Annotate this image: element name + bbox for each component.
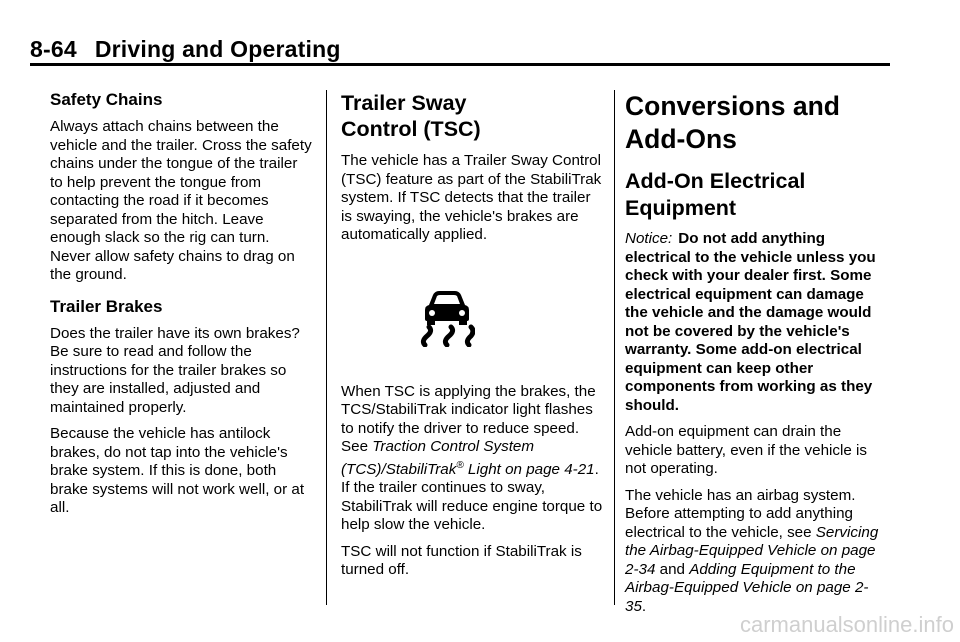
- paragraph-tsc-1: The vehicle has a Trailer Sway Control (TSC) feature as part of the StabiliTrak system. If TSC detects that the trailer is swaying, the vehicle's brakes are automatically applied.: [341, 152, 602, 243]
- paragraph-drain: Add-on equipment can drain the vehicle battery, even if the vehicle is not operating.: [625, 423, 867, 477]
- airbag-text-a: The vehicle has an airbag system. Before attempting to add anything electrical to the vehicle, see: [625, 486, 856, 541]
- icon-container: [341, 253, 603, 383]
- registered-mark: ®: [456, 459, 464, 471]
- heading-tsc-line-1: Trailer Sway: [341, 91, 467, 115]
- airbag-ref-1: Servicing the Airbag-Equipped Vehicle on page 2-34: [625, 523, 879, 578]
- paragraph-tsc-2: [341, 383, 603, 535]
- heading-add-on-electrical: [625, 168, 887, 222]
- tsc2-text-a: When TSC is applying the brakes, the TCS/StabiliTrak indicator light flashes to notify the driver to reduce speed. See: [341, 382, 596, 455]
- column-divider-1: [326, 90, 327, 605]
- notice-label: Notice:: [625, 230, 673, 247]
- heading-conversions-add-ons: [625, 90, 887, 156]
- page-number: 8-64: [30, 36, 77, 62]
- tsc2-ref-page: Light on page 4-21: [463, 460, 595, 478]
- section-title: Driving and Operating: [94, 36, 341, 62]
- airbag-ref-2: Adding Equipment to the Airbag-Equipped Vehicle on page 2-35: [625, 560, 869, 615]
- column-2: [341, 90, 603, 588]
- paragraph-trailer-brakes-2: Because the vehicle has antilock brakes, do not tap into the vehicle's brake system. If this is done, both brake systems will not work well, or at all.: [50, 425, 305, 516]
- column-1: [50, 90, 312, 526]
- notice-text: Do not add anything electrical to the vehicle unless you check with your dealer first. Some electrical equipment can damage the vehicle and the damage would not be covered by the vehicle's warranty. Some add-on electrical equipment can keep other components from working as they should.: [625, 230, 876, 414]
- header-rule: [30, 63, 890, 66]
- airbag-end: .: [641, 597, 647, 615]
- tsc2-ref-text: Traction Control System (TCS)/StabiliTrak: [341, 438, 535, 478]
- notice-paragraph: [625, 230, 887, 415]
- paragraph-airbag: [625, 487, 887, 617]
- paragraph-trailer-brakes-1: Does the trailer have its own brakes? Be sure to read and follow the instructions for the trailer brakes so they are installed, adjusted and maintained properly.: [50, 324, 300, 416]
- heading-trailer-sway-control: [341, 90, 603, 142]
- heading-trailer-brakes: Trailer Brakes: [50, 296, 163, 316]
- page-header: [30, 36, 341, 63]
- heading-tsc-line-2: Control (TSC): [341, 117, 481, 141]
- heading-conv-line-2: Add-Ons: [625, 124, 737, 154]
- heading-add-line-2: Equipment: [625, 196, 737, 220]
- paragraph-safety-chains: Always attach chains between the vehicle and the trailer. Cross the safety chains under the tongue of the trailer to help prevent the tongue from contacting the road if it becomes separated from the hitch. Leave enough slack so the rig can turn. Never allow safety chains to drag on the ground.: [50, 118, 312, 283]
- column-divider-2: [614, 90, 615, 605]
- tsc2-reference: [341, 438, 595, 478]
- column-3: [625, 90, 887, 624]
- heading-safety-chains: Safety Chains: [50, 90, 163, 109]
- tsc2-text-b: . If the trailer continues to sway, StabiliTrak will reduce engine torque to help slow the vehicle.: [341, 460, 603, 534]
- airbag-and: and: [655, 560, 690, 578]
- paragraph-tsc-3: TSC will not function if StabiliTrak is turned off.: [341, 542, 582, 579]
- heading-conv-line-1: Conversions and: [625, 91, 840, 121]
- traction-control-icon: [419, 289, 475, 347]
- watermark: carmanualsonline.info: [739, 612, 954, 637]
- heading-add-line-1: Add-On Electrical: [625, 169, 806, 193]
